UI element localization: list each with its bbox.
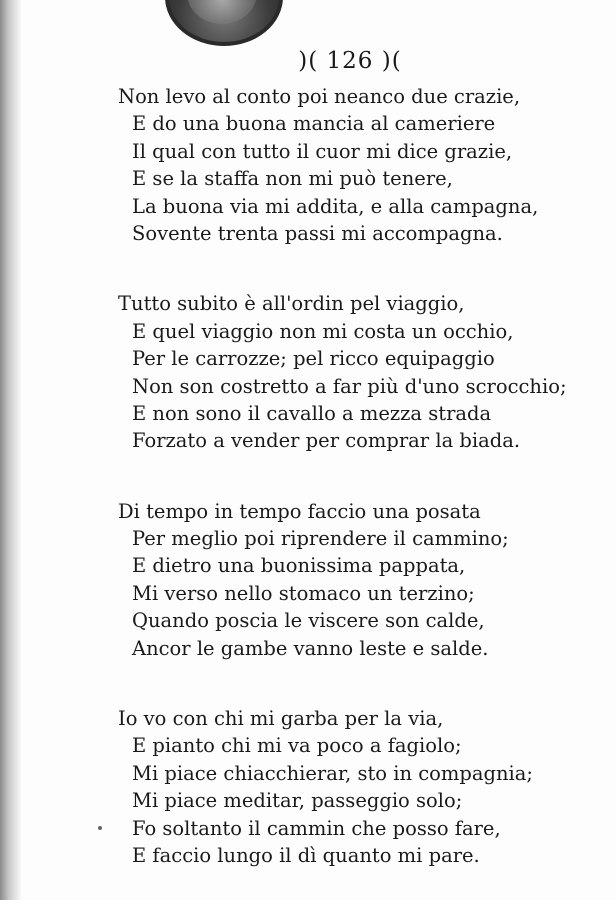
verse-line: Non son costretto a far più d'uno scrocchio; [132, 374, 567, 398]
verse-line: E pianto chi mi va poco a fagiolo; [132, 734, 462, 758]
verse-line: Per le carrozze; pel ricco equipaggio [132, 347, 495, 371]
seal-center [187, 0, 257, 24]
verse-line: Quando poscia le viscere son calde, [132, 609, 485, 633]
verse-line: Forzato a vender per comprar la biada. [132, 429, 521, 453]
verse-line: E do una buona mancia al cameriere [132, 112, 496, 136]
stanza-2 [0, 290, 616, 454]
verse-line: E dietro una buonissima pappata, [132, 554, 466, 578]
stanza-4 [0, 705, 616, 869]
verse-line: Mi piace chiacchierar, sto in compagnia; [132, 761, 533, 785]
ink-speck [98, 826, 102, 830]
verse-line: Il qual con tutto il cuor mi dice grazie, [132, 139, 513, 163]
poem [0, 83, 616, 912]
page-number: )( 126 )( [298, 48, 402, 74]
verse-line: Fo soltanto il cammin che posso fare, [132, 816, 501, 840]
verse-line: Sovente trenta passi mi accompagna. [132, 221, 503, 245]
verse-line: La buona via mi addita, e alla campagna, [132, 194, 539, 218]
library-seal [165, 0, 283, 46]
verse-line: E se la staffa non mi può tenere, [132, 167, 453, 191]
verse-line: E faccio lungo il dì quanto mi pare. [132, 843, 480, 867]
verse-line: Mi piace meditar, passeggio solo; [132, 789, 463, 813]
verse-line: Non levo al conto poi neanco due crazie, [118, 85, 521, 108]
verse-line: Ancor le gambe vanno leste e salde. [132, 636, 489, 660]
verse-line: E non sono il cavallo a mezza strada [132, 401, 492, 425]
stanza-1 [0, 83, 616, 247]
verse-line: Mi verso nello stomaco un terzino; [132, 581, 475, 605]
stanza-3 [0, 498, 616, 662]
verse-line: Per meglio poi riprendere il cammino; [132, 527, 509, 551]
verse-line: E quel viaggio non mi costa un occhio, [132, 319, 514, 343]
verse-line: Tutto subito è all'ordin pel viaggio, [118, 292, 465, 316]
verse-line: Io vo con chi mi garba per la via, [118, 707, 444, 731]
verse-line: Di tempo in tempo faccio una posata [118, 499, 481, 523]
